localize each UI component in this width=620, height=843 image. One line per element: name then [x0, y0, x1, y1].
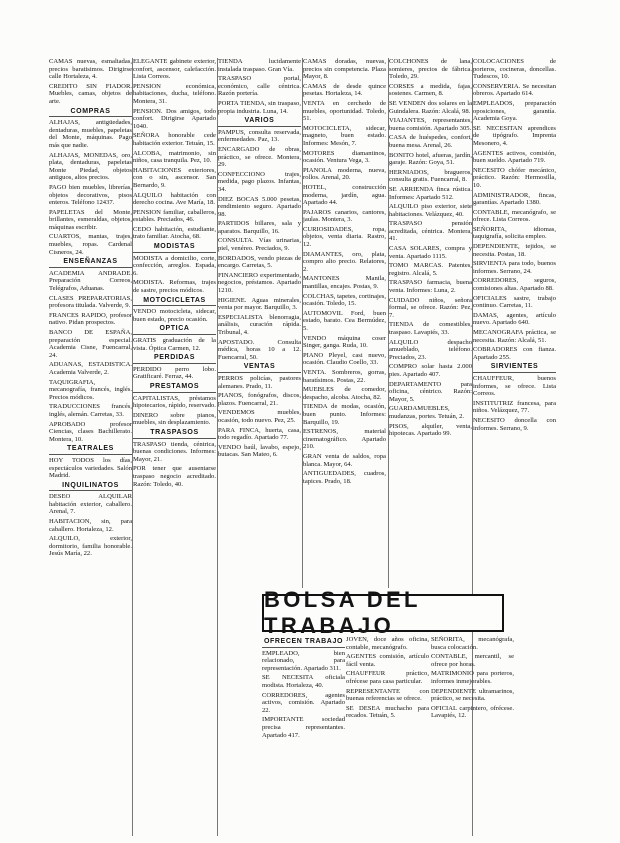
classified-ad: CONFECCIONO trajes, medida, pago plazos. Infantas, 34.	[218, 170, 301, 193]
classified-ad: ESPECIALISTA blenorragia, análisis, curación rápida. Tribunal, 4.	[218, 313, 301, 336]
section-heading: OFRECEN TRABAJO	[262, 638, 345, 648]
classified-ad: AUTOMOVIL Ford, buen estado, barato. Cea Bermúdez, 5.	[303, 309, 386, 332]
section-heading: COMPRAS	[49, 108, 132, 118]
classified-ad: IMPORTANTE sociedad precisa representantes. Apartado 417.	[262, 716, 345, 739]
classified-ad: CORREDORES, agentes activos, comisión. Apartado 22.	[262, 691, 345, 714]
classified-ad: GRATIS graduación de la vista. Óptica Carmen, 12.	[133, 337, 216, 352]
classified-ad: JOVEN, doce años oficina, contable, mecanógrafo.	[346, 636, 429, 651]
section-heading: OPTICA	[133, 325, 216, 335]
classified-ad: VIAJANTES, representantes, buena comisión. Apartado 305.	[389, 117, 472, 132]
classified-ad: ADUANAS, ESTADISTICA. Academia Valverde, 2.	[49, 361, 132, 376]
section-heading: PRESTAMOS	[133, 383, 216, 393]
classified-ad: TRASPASO portal, económico, calle céntrica. Razón portería.	[218, 75, 301, 98]
classified-ad: CUIDADO niños, señora formal, se ofrece. Razón: Pez, 7.	[389, 296, 472, 319]
classified-ad: DEPENDIENTE, tejidos, se necesita. Postas, 18.	[473, 243, 556, 258]
classified-ad: ALQUILO piso exterior, siete habitaciones. Velázquez, 40.	[389, 203, 472, 218]
classified-ad: DINERO sobre pianos, muebles, sin desplazamiento.	[133, 411, 216, 427]
classified-ad: CAMAS nuevas, esmaltadas, precios baratisimos. Dirigirse calle Hortaleza, 4.	[49, 58, 132, 81]
classified-ad: CURIOSIDADES, ropa, objetos, venta diaria. Rastro, 12.	[303, 225, 386, 249]
classified-ad: TRASPASO farmacia, buena venta. Informes: Luna, 2.	[389, 279, 472, 295]
classified-ad: ELEGANTE gabinete exterior, confort, ascensor, calefacción. Lista Correos.	[133, 58, 216, 81]
classified-ad: PENSION. Dos amigos, todo confort. Dirigirse Apartado 1040.	[133, 107, 216, 130]
classified-ad: COLCHAS, tapetes, cortinajes, ocasión. Toledo, 15.	[303, 292, 386, 308]
classified-ad: MATRIMONIO para porteros, informes inmejorables.	[431, 670, 514, 685]
classified-ad: DAMAS, agentes, artículo nuevo. Apartado 640.	[473, 311, 556, 327]
classified-ad: SE ARRIENDA finca rústica. Informes: Apartado 512.	[389, 185, 472, 201]
classified-ad: CAMAS doradas, nuevas, precios sin competencia. Plaza Mayor, 8.	[303, 58, 386, 81]
section-heading: MODISTAS	[133, 243, 216, 253]
section-heading: SIRVIENTES	[473, 363, 556, 373]
classified-ad: CONSULTA. Vías urinarias, piel, venéreo. Preciados, 9.	[218, 237, 301, 253]
classified-ad: OFICIALES sastre, trabajo continuo. Carretas, 11.	[473, 294, 556, 310]
classified-ad: BORDADOS, vendo piezas de encargo. Carretas, 5.	[218, 254, 301, 270]
classified-ad: DIAMANTES, oro, plata, compro alto precio. Relatores, 2.	[303, 250, 386, 273]
classified-ad: EMPLEADOS, preparación oposiciones, garantía. Academia Goya.	[473, 99, 556, 123]
classified-ad: AGENTES activos, comisión, buen sueldo. Apartado 719.	[473, 149, 556, 165]
classified-ad: HIGIENE. Aguas minerales, venta por mayor. Barquillo, 3.	[218, 296, 301, 312]
classified-ad: MECANOGRAFA práctica, se necesita. Razón: Alcalá, 51.	[473, 329, 556, 344]
section-banner	[262, 587, 504, 638]
classified-ad: FRANCES RAPIDO, profesor nativo. Pidan prospectos.	[49, 311, 132, 327]
classified-ad: CAPITALISTAS, préstamos hipotecarios, rápido, reservado.	[133, 394, 216, 410]
classified-ad: SEÑORITA, mecanógrafa, busca colocación.	[431, 636, 514, 651]
classified-ad: ALHAJAS, antigüedades, dentaduras, muebles, papeletas del Monte, máquinas. Pago más que nadie.	[49, 119, 132, 149]
section-heading: TRASPASOS	[133, 429, 216, 439]
classified-ad: VENTA en cerchedo de muebles, oportunidad. Toledo, 51.	[303, 99, 386, 123]
classified-ad: HABITACION, sin, para caballero. Hortaleza, 12.	[49, 518, 132, 533]
classified-ad: EMPLEADO, bien relacionado, para representación. Apartado 311.	[262, 649, 345, 672]
classified-ad: SEÑORITA, idiomas, taquigrafía, solicita empleo.	[473, 225, 556, 241]
classified-ad: APOSTADO. Consulta médica, horas 10 a 12. Fuencarral, 50.	[218, 338, 301, 361]
classified-ad: CUARTOS, mantas, trajes, muebles, ropas. Cardenal Cisneros, 24.	[49, 233, 132, 256]
classified-ad: BANCO DE ESPAÑA, preparación especial. Academia Cisne, Fuencarral, 24.	[49, 329, 132, 359]
section-heading: TEATRALES	[49, 445, 132, 455]
classified-ad: GRAN venta de saldos, ropa blanca. Mayor, 64.	[303, 452, 386, 468]
classified-ad: SE NECESITA oficiala modista. Hortaleza, 40.	[262, 674, 345, 689]
classified-ad: CHAUFFEUR práctico, ofrécese para casa particular.	[346, 670, 429, 685]
classified-ad: BONITO hotel, afueras, jardín, garaje. Razón: Goya, 51.	[389, 151, 472, 167]
classified-ad: PIANO Pleyel, casi nuevo, ocasión. Claudio Coello, 33.	[303, 351, 386, 367]
classified-ad: MUEBLES de comedor, despacho, alcoba. Atocha, 82.	[303, 386, 386, 401]
classified-ad: TIENDA de comestibles, traspaso. Lavapiés, 33.	[389, 321, 472, 336]
section-heading: INQUILINATOS	[49, 482, 132, 492]
classified-ad: MANTONES Manila, mantillas, encajes. Postas, 9.	[303, 275, 386, 291]
classified-ad: CONTABLE, mecanógrafo, se ofrece. Lista Correos.	[473, 208, 556, 224]
classified-ad: DESEO ALQUILAR habitación exterior, caballero. Arenal, 7.	[49, 493, 132, 516]
classified-ad: NECESITO doncella con informes. Serrano, 9.	[473, 416, 556, 432]
classified-ad: PORTA TIENDA, sin traspaso, propia industria. Luna, 14.	[218, 99, 301, 115]
classified-ad: ACADEMIA ANDRADE. Preparación Correos, Telégrafos, Aduanas.	[49, 269, 132, 293]
classified-column	[49, 58, 132, 836]
classified-ad: TAQUIGRAFIA, mecanografía, francés, inglés. Precios módicos.	[49, 378, 132, 401]
classified-ad: CHAUFFEUR, buenos informes, se ofrece. Lista Correos.	[473, 374, 556, 398]
classified-ad: SE NECESITAN aprendices de tipógrafo. Imprenta Mesonero, 4.	[473, 124, 556, 147]
classified-ad: ALQUILO habitación con derecho cocina. Ave María, 18.	[133, 191, 216, 207]
classified-ad: GUARDAMUEBLES, mudanzas, portes. Tetuán, 2.	[389, 405, 465, 420]
classified-ad: CAMAS de desde quince pesetas. Hortaleza, 14.	[303, 82, 386, 98]
classified-ad: FINANCIERO experimentado, negocios, préstamos. Apartado 1210.	[218, 271, 301, 295]
classified-ad: REPRESENTANTE con buenas referencias se ofrece.	[346, 687, 429, 703]
classified-ad: TRASPASO tienda, céntrica, buenas condiciones. Informes: Mayor, 21.	[133, 440, 216, 463]
section-heading: VENTAS	[218, 363, 301, 373]
classified-ad: VENDO máquina coser Singer, ganga. Ruda, 10.	[303, 334, 386, 350]
classified-ad: ANTIGUEDADES, cuadros, tapices. Prado, 18.	[303, 470, 386, 485]
classified-ad: MODISTA a domicilio, corte, confección, arreglos. Espada, 6.	[133, 254, 216, 277]
classified-ad: ESTRENOS, material cinematográfico. Apartado 210.	[303, 428, 386, 451]
classified-ad: HABITACIONES exteriores, con o sin, ascensor. San Bernardo, 9.	[133, 166, 216, 189]
banner-title: BOLSA DEL TRABAJO	[264, 587, 421, 638]
classified-ad: COBRADORES con fianza. Apartado 255.	[473, 346, 556, 361]
classified-ad: DEPARTAMENTO para oficina, céntrico. Razón: Mayor, 5.	[389, 380, 472, 403]
classified-ad: CONSERVERIA. Se necesitan obreros. Apartado 614.	[473, 82, 556, 98]
classified-column	[133, 58, 216, 836]
classified-ad: SE DESEA muchacho para recados. Tetuán, 5.	[346, 704, 429, 720]
classified-ad: ADMINISTRADOR, fincas, garantías. Apartado 1380.	[473, 191, 556, 207]
classified-ad: VENDEMOS muebles, ocasión, todo nuevo. Pez, 25.	[218, 409, 301, 424]
classified-column	[303, 58, 386, 648]
classified-ad: ALQUILO despacho amueblado, teléfono. Preciados, 23.	[389, 338, 472, 361]
classified-ad: COLOCACIONES de porteros, cocineras, doncellas. Tudescos, 10.	[473, 58, 556, 81]
section-heading: VARIOS	[218, 117, 301, 127]
classified-ad: PARTIDOS billares, sala y aparatos. Barquillo, 16.	[218, 220, 301, 235]
classified-ad: VENDO baúl, lavabo, espejo, butacas. San Mateo, 6.	[218, 443, 301, 459]
classified-ad: HERNIADOS, bragueros, consulta gratis. Fuencarral, 8.	[389, 168, 472, 184]
classified-ad: VENTA. Sombreros, gorras, baratísimos. Postas, 22.	[303, 368, 386, 384]
band-column	[346, 636, 429, 836]
classified-ad: NECESITO chófer mecánico, práctico. Razón: Hermosilla, 10.	[473, 166, 556, 189]
classified-ad: TRASPASO pensión acreditada, céntrica. Montera, 41.	[389, 220, 472, 243]
classified-ad: CLASES PREPARATORIAS, profesora titulada. Valverde, 9.	[49, 294, 132, 310]
classified-ad: SEÑORA honorable cede habitación exterior. Tetuán, 15.	[133, 132, 216, 147]
classified-ad: CASA SOLARES, compra y venta. Apartado 1115.	[389, 245, 472, 260]
classified-ad: CORSES a medida, fajas, sostenes. Carmen, 8.	[389, 82, 472, 98]
classified-ad: CEDO habitación, estudiante, trato familiar. Atocha, 68.	[133, 225, 216, 241]
classified-ad: TOMO MARCAS. Patentes, registro. Alcalá, 5.	[389, 262, 472, 277]
classified-ad: AGENTES comisión, artículo fácil venta.	[346, 653, 429, 668]
classified-ad: PENSION familiar, caballeros, estables. Preciados, 46.	[133, 208, 216, 224]
classified-ad: PIANOS, fonógrafos, discos, plazos. Fuencarral, 21.	[218, 392, 301, 407]
classified-ad: PAJAROS canarios, cantores, jaulas. Montera, 3.	[303, 208, 386, 224]
classified-ad: DIEZ BOCAS 5.000 pesetas, rendimiento seguro. Apartado 98.	[218, 195, 301, 218]
classified-ad: VENDO motocicleta, sidecar, buen estado, precio ocasión.	[133, 308, 216, 323]
classified-ad: SE VENDEN dos solares en la Guindalera. Razón: Alcalá, 98.	[389, 99, 472, 115]
band-column	[431, 636, 514, 836]
classified-ad: PERDIDO perro lobo. Gratificaré. Ferraz, 44.	[133, 365, 216, 381]
classified-ad: CONTABLE, mercantil, se ofrece por horas.	[431, 653, 514, 668]
classified-ad: MOTOCICLETA, sidecar, magneto, buen estado. Informes: Mesón, 7.	[303, 124, 386, 147]
classified-ad: COLCHONES de lana, somieres, precios de fábrica. Toledo, 29.	[389, 58, 472, 81]
classified-ad: MOTORES diamantinos, ocasión. Ventura Vega, 3.	[303, 149, 386, 165]
classified-ad: APROBADO profesor Ciencias, clases Bachillerato. Montera, 10.	[49, 420, 132, 443]
classified-ad: CORREDORES, seguros, comisiones altas. Apartado 88.	[473, 277, 556, 293]
section-heading: MOTOCICLETAS	[133, 297, 216, 307]
classified-ad: POR tener que ausentarse traspaso negocio acreditado. Razón: Toledo, 40.	[133, 465, 216, 488]
section-heading: ENSEÑANZAS	[49, 258, 132, 268]
classified-ad: ALHAJAS, MONEDAS, oro, plata, dentaduras, papeletas Monte Piedad, objetos antiguos, altos precios.	[49, 151, 132, 182]
classified-ad: CREDITO SIN FIADOR. Muebles, camas, objetos de arte.	[49, 82, 132, 105]
classified-ad: CASA de huéspedes, confort, buena mesa. Arenal, 26.	[389, 134, 472, 149]
section-heading: PERDIDAS	[133, 354, 216, 364]
classified-ad: PAMPUS, consulta reservada, enfermedades. Paz, 13.	[218, 128, 301, 144]
classified-ad: TIENDA de modas, ocasión, buen punto. Informes: Barquillo, 19.	[303, 403, 386, 426]
classified-ad: MODISTA. Reformas, trajes de sastre, precios módicos.	[133, 279, 216, 295]
classified-ad: ALQUILO, exterior, dormitorio, familia honorable. Jesús María, 22.	[49, 535, 132, 558]
classified-ad: INSTITUTRIZ francesa, para niños. Velázquez, 77.	[473, 399, 556, 415]
classified-ad: ALCOBA, matrimonio, sin niños, casa tranquila. Pez, 10.	[133, 149, 216, 165]
classified-ad: PARA FINCA, huerta, casa, todo regadío. Apartado 77.	[218, 426, 301, 442]
classified-column	[389, 58, 472, 648]
classified-ad: PENSION económica, habitaciones, ducha, teléfono. Montera, 31.	[133, 82, 216, 105]
classified-ad: HOTEL, construcción moderna, jardín, agua. Apartado 44.	[303, 183, 386, 207]
classified-ad: HOY TODOS los días, espectáculos variedades. Salón Madrid.	[49, 456, 132, 480]
classified-ad: PIANOLA moderna, nueva, rollos. Arenal, 20.	[303, 166, 386, 182]
classified-ad: OFICIAL carpintero, ofrécese. Lavapiés, 12.	[431, 704, 514, 720]
classified-ad: PERROS policías, pastores alemanes. Prado, 11.	[218, 374, 301, 390]
classified-ad: DEPENDIENTE ultramarinos, práctico, se necesita.	[431, 687, 514, 703]
classified-ad: PAPELETAS del Monte, brillantes, esmeraldas, objetos, máquinas escribir.	[49, 208, 132, 231]
band-column	[262, 636, 345, 836]
classified-ad: COMPRO solar hasta 2.000 pies. Apartado 407.	[389, 363, 472, 378]
classified-ad: ENCARGADO de obras, práctico, se ofrece. Montera, 29.	[218, 145, 301, 169]
classified-ad: TIENDA lucidamente instalada traspaso. Gran Vía.	[218, 58, 301, 73]
classified-ad: PAGO bien muebles, librerías, objetos decorativos, pisos enteros. Teléfono 12437.	[49, 183, 132, 207]
classified-column	[218, 58, 301, 648]
classified-ad: TRADUCCIONES francés, inglés, alemán. Carretas, 33.	[49, 403, 132, 418]
classified-ad: PISOS, alquiler, venta, hipotecas. Apartado 99.	[389, 422, 472, 438]
classified-ad: SIRVIENTA para todo, buenos informes. Serrano, 24.	[473, 260, 556, 275]
